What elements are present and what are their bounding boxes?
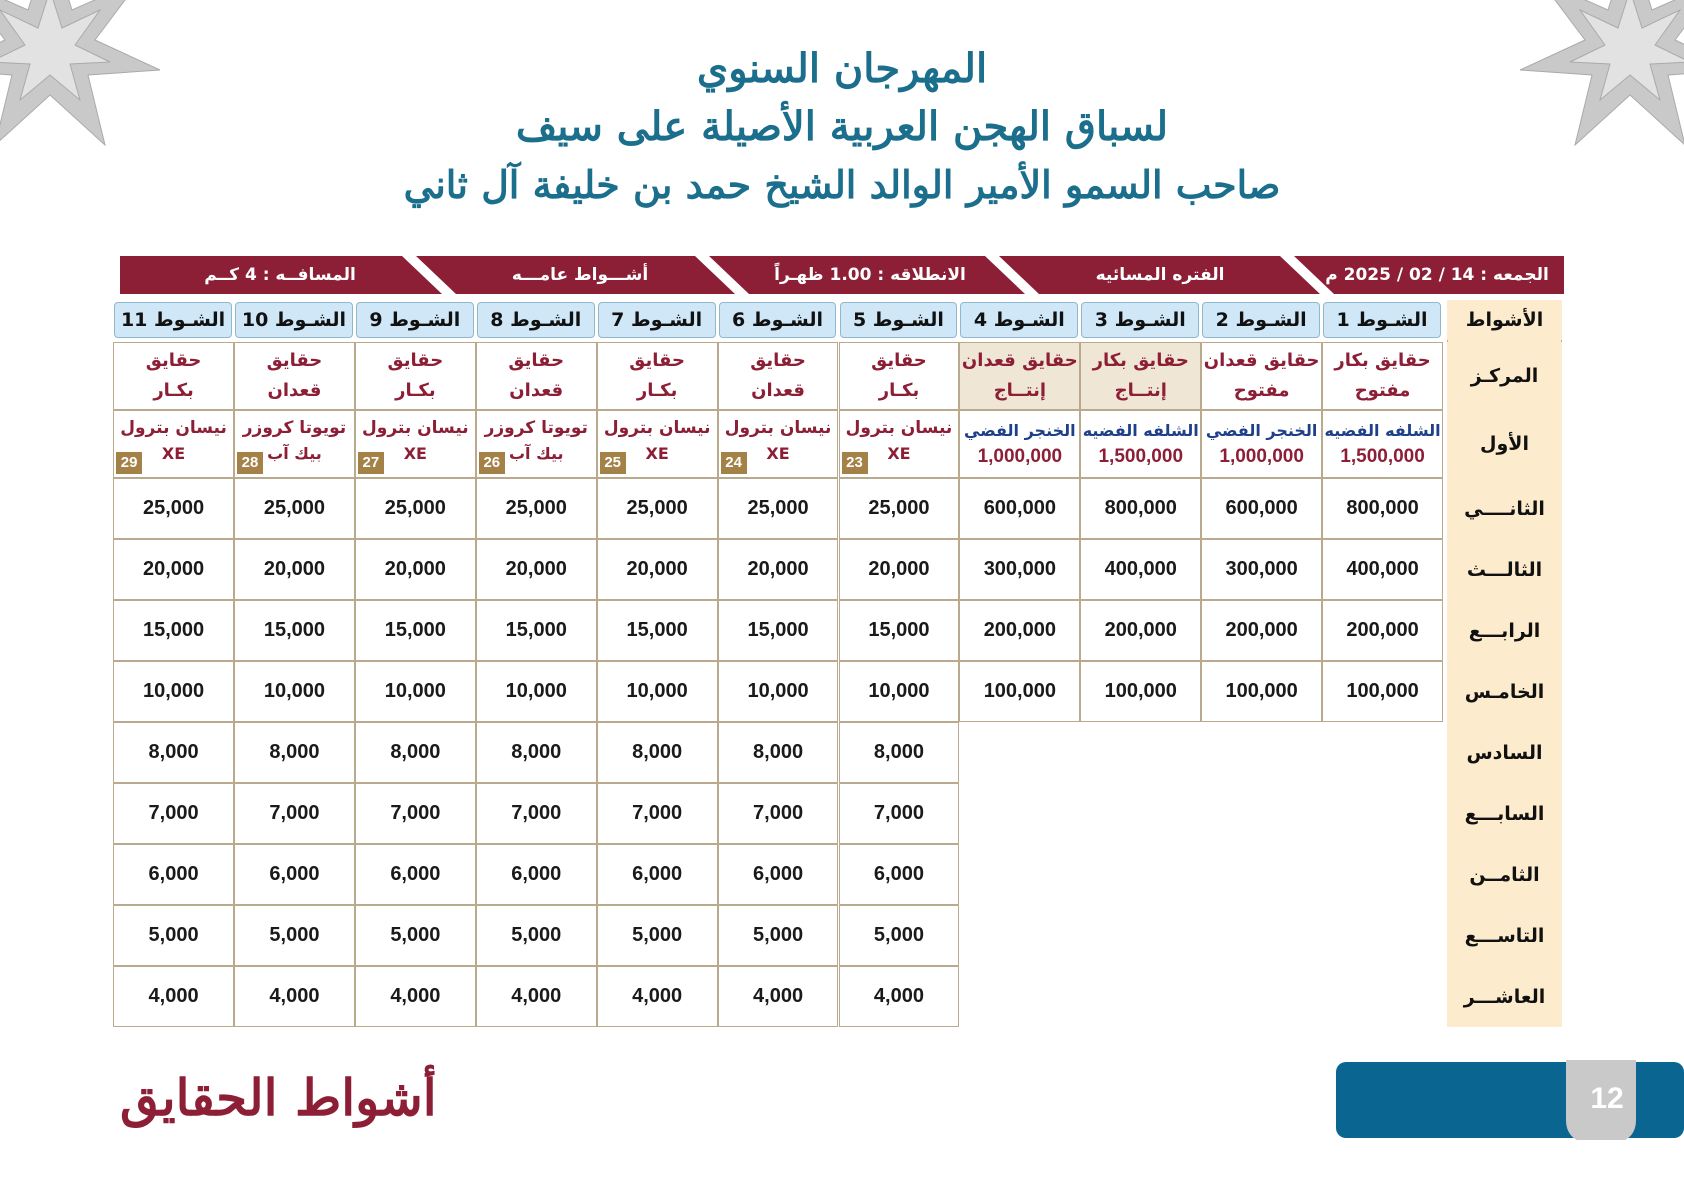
banner-distance: المسافــه : 4 كــم xyxy=(204,265,356,285)
banner-start-time: الانطلاقه : 1.00 ظهـراً xyxy=(774,265,966,285)
prize-amount: 7,000 xyxy=(718,783,839,844)
prize-amount: 7,000 xyxy=(113,783,234,844)
car-model: بيك آب xyxy=(508,444,564,463)
prize-amount: 25,000 xyxy=(355,478,476,539)
prize-amount: 15,000 xyxy=(234,600,355,661)
prize-amount: 20,000 xyxy=(234,539,355,600)
round-header: الشـوط 1 xyxy=(1323,302,1441,338)
prize-amount: 5,000 xyxy=(234,905,355,966)
prize-amount: 20,000 xyxy=(597,539,718,600)
prize-amount: 600,000 xyxy=(1201,478,1322,539)
center-type: حقايق xyxy=(871,350,927,371)
first-prize-car-cell xyxy=(476,410,597,478)
prize-amount: 5,000 xyxy=(839,905,960,966)
prize-amount: 5,000 xyxy=(718,905,839,966)
center-cell xyxy=(959,342,1080,410)
car-number-badge: 27 xyxy=(358,452,384,474)
prize-amount: 25,000 xyxy=(597,478,718,539)
car-number-badge: 28 xyxy=(237,452,263,474)
center-category: إنتــاج xyxy=(993,380,1046,401)
car-name: تويوتا كروزر xyxy=(242,418,347,438)
rounds-header-label: الأشواط xyxy=(1447,300,1562,340)
car-model: XE xyxy=(645,444,669,463)
center-category: إنتــاج xyxy=(1114,380,1167,401)
center-category: قعدان xyxy=(267,380,322,401)
prize-amount: 4,000 xyxy=(597,966,718,1027)
car-name: نيسان بترول xyxy=(845,418,953,438)
center-type: حقايق xyxy=(508,350,565,371)
car-number-badge: 29 xyxy=(116,452,142,474)
prize-amount: 8,000 xyxy=(234,722,355,783)
first-prize-trophy: الشلفه الفضيه xyxy=(1324,421,1441,440)
prize-amount: 100,000 xyxy=(959,661,1080,722)
car-number-badge: 23 xyxy=(842,452,868,474)
prize-amount: 600,000 xyxy=(959,478,1080,539)
prize-amount: 10,000 xyxy=(718,661,839,722)
place-label: الثامــن xyxy=(1447,844,1562,905)
first-prize-cell xyxy=(1201,410,1322,478)
prize-amount: 8,000 xyxy=(718,722,839,783)
prize-amount: 8,000 xyxy=(597,722,718,783)
prize-amount: 200,000 xyxy=(1322,600,1443,661)
prize-amount: 15,000 xyxy=(113,600,234,661)
banner-period: الفتره المسائيه xyxy=(1095,265,1225,285)
first-prize-car-cell xyxy=(839,410,960,478)
header-patron: صاحب السمو الأمير الوالد الشيخ حمد بن خليفة آل ثاني xyxy=(403,162,1281,207)
place-label: السادس xyxy=(1447,722,1562,783)
prize-amount: 6,000 xyxy=(597,844,718,905)
center-type: حقايق xyxy=(750,350,806,371)
center-type: حقايق بكار xyxy=(1092,350,1189,371)
prize-amount: 300,000 xyxy=(1201,539,1322,600)
prize-amount: 6,000 xyxy=(355,844,476,905)
car-name: نيسان بترول xyxy=(120,418,227,438)
center-cell xyxy=(718,342,839,410)
round-header: الشـوط 7 xyxy=(598,302,716,338)
car-number-badge: 25 xyxy=(600,452,626,474)
round-header: الشـوط 2 xyxy=(1202,302,1320,338)
center-type: حقايق بكار xyxy=(1334,350,1431,371)
prize-amount: 10,000 xyxy=(597,661,718,722)
prize-amount: 25,000 xyxy=(718,478,839,539)
first-prize-car-cell xyxy=(355,410,476,478)
prize-amount: 20,000 xyxy=(839,539,960,600)
car-number-badge: 26 xyxy=(479,452,505,474)
prize-amount: 15,000 xyxy=(597,600,718,661)
place-label: الرابـــع xyxy=(1447,600,1562,661)
round-header: الشـوط 6 xyxy=(719,302,837,338)
prize-amount: 7,000 xyxy=(597,783,718,844)
first-prize-cell xyxy=(1080,410,1201,478)
car-model: XE xyxy=(403,444,427,463)
center-cell xyxy=(234,342,355,410)
prize-amount: 20,000 xyxy=(355,539,476,600)
prize-amount: 200,000 xyxy=(959,600,1080,661)
prize-amount: 8,000 xyxy=(113,722,234,783)
prize-amount: 10,000 xyxy=(234,661,355,722)
round-header: الشـوط 11 xyxy=(114,302,232,338)
prize-amount: 20,000 xyxy=(718,539,839,600)
prize-amount: 200,000 xyxy=(1201,600,1322,661)
round-header: الشـوط 8 xyxy=(477,302,595,338)
place-label: التاســـع xyxy=(1447,905,1562,966)
prize-amount: 5,000 xyxy=(597,905,718,966)
center-cell xyxy=(355,342,476,410)
center-category: بكـار xyxy=(878,380,920,401)
center-category: بكـار xyxy=(153,380,194,401)
page-title: أشواط الحقايق xyxy=(120,1068,437,1127)
first-prize-value: 1,500,000 xyxy=(1098,446,1184,467)
car-model: XE xyxy=(161,444,186,463)
center-category: بكـار xyxy=(636,380,678,401)
first-prize-value: 1,000,000 xyxy=(977,446,1063,467)
prize-amount: 25,000 xyxy=(113,478,234,539)
prize-amount: 5,000 xyxy=(355,905,476,966)
round-header: الشـوط 3 xyxy=(1081,302,1199,338)
prize-amount: 20,000 xyxy=(476,539,597,600)
prize-amount: 6,000 xyxy=(113,844,234,905)
prize-amount: 10,000 xyxy=(839,661,960,722)
car-model: بيك آب xyxy=(267,444,322,463)
center-cell xyxy=(476,342,597,410)
prize-amount: 25,000 xyxy=(476,478,597,539)
prize-amount: 25,000 xyxy=(234,478,355,539)
prize-amount: 20,000 xyxy=(113,539,234,600)
center-category: قعدان xyxy=(509,380,564,401)
festival-header xyxy=(0,40,1684,214)
banner-race-type: أشـــواط عامـــه xyxy=(511,265,649,285)
prize-amount: 4,000 xyxy=(234,966,355,1027)
round-header: الشـوط 9 xyxy=(356,302,474,338)
center-type: حقايق قعدان xyxy=(961,350,1078,371)
car-model: XE xyxy=(887,444,911,463)
first-prize-car-cell xyxy=(718,410,839,478)
place-label: الثانــــي xyxy=(1447,478,1562,539)
first-prize-value: 1,500,000 xyxy=(1340,446,1425,467)
prize-amount: 15,000 xyxy=(355,600,476,661)
prize-amount: 8,000 xyxy=(839,722,960,783)
center-type: حقايق xyxy=(387,350,444,371)
center-type: حقايق xyxy=(145,350,202,371)
prize-amount: 100,000 xyxy=(1080,661,1201,722)
center-category: قعدان xyxy=(751,380,805,401)
prize-amount: 200,000 xyxy=(1080,600,1201,661)
header-subtitle: لسباق الهجن العربية الأصيلة على سيف xyxy=(515,103,1169,150)
page-number: 12 xyxy=(1590,1082,1624,1115)
prize-amount: 800,000 xyxy=(1080,478,1201,539)
car-model: XE xyxy=(766,444,790,463)
first-prize-trophy: الخنجر الفضي xyxy=(964,421,1076,440)
prize-amount: 4,000 xyxy=(839,966,960,1027)
banner-date: الجمعه : 14 / 02 / 2025 م xyxy=(1325,265,1549,285)
prize-amount: 5,000 xyxy=(476,905,597,966)
center-cell xyxy=(1322,342,1443,410)
center-type: حقايق قعدان xyxy=(1203,350,1320,371)
place-label: الثالـــث xyxy=(1447,539,1562,600)
prize-amount: 4,000 xyxy=(355,966,476,1027)
prize-amount: 4,000 xyxy=(718,966,839,1027)
center-cell xyxy=(839,342,960,410)
header-title: المهرجان السنوي xyxy=(696,45,988,92)
prize-amount: 400,000 xyxy=(1322,539,1443,600)
prize-amount: 6,000 xyxy=(718,844,839,905)
first-prize-cell xyxy=(1322,410,1443,478)
prize-amount: 10,000 xyxy=(355,661,476,722)
prize-amount: 8,000 xyxy=(476,722,597,783)
center-cell xyxy=(113,342,234,410)
prize-amount: 5,000 xyxy=(113,905,234,966)
prize-amount: 4,000 xyxy=(113,966,234,1027)
first-prize-trophy: الشلفه الفضيه xyxy=(1082,421,1199,440)
prize-amount: 6,000 xyxy=(234,844,355,905)
prize-amount: 7,000 xyxy=(839,783,960,844)
prize-amount: 100,000 xyxy=(1201,661,1322,722)
center-type: حقايق xyxy=(266,350,323,371)
prize-amount: 6,000 xyxy=(839,844,960,905)
round-header: الشـوط 5 xyxy=(840,302,958,338)
first-prize-car-cell xyxy=(597,410,718,478)
prize-amount: 7,000 xyxy=(234,783,355,844)
center-cell xyxy=(1080,342,1201,410)
first-prize-car-cell xyxy=(234,410,355,478)
place-label: السابـــع xyxy=(1447,783,1562,844)
prize-amount: 4,000 xyxy=(476,966,597,1027)
car-name: تويوتا كروزر xyxy=(484,418,588,438)
round-header: الشـوط 10 xyxy=(235,302,353,338)
first-prize-value: 1,000,000 xyxy=(1219,446,1304,467)
first-prize-cell xyxy=(959,410,1080,478)
prize-amount: 15,000 xyxy=(839,600,960,661)
prize-amount: 300,000 xyxy=(959,539,1080,600)
prize-amount: 10,000 xyxy=(113,661,234,722)
first-prize-car-cell xyxy=(113,410,234,478)
prize-amount: 8,000 xyxy=(355,722,476,783)
first-prize-trophy: الخنجر الفضي xyxy=(1205,421,1318,440)
center-type: حقايق xyxy=(629,350,685,371)
prize-amount: 7,000 xyxy=(476,783,597,844)
prize-amount: 25,000 xyxy=(839,478,960,539)
car-name: نيسان بترول xyxy=(603,418,711,438)
prize-amount: 10,000 xyxy=(476,661,597,722)
prize-amount: 15,000 xyxy=(718,600,839,661)
prize-amount: 800,000 xyxy=(1322,478,1443,539)
center-category: بكـار xyxy=(395,380,436,401)
place-label: الأول xyxy=(1447,410,1562,478)
center-cell xyxy=(597,342,718,410)
car-name: نيسان بترول xyxy=(724,418,832,438)
race-info-banner xyxy=(120,256,1564,294)
car-number-badge: 24 xyxy=(721,452,747,474)
center-category: مفتوح xyxy=(1233,380,1290,401)
place-label: الخامـس xyxy=(1447,661,1562,722)
prize-amount: 6,000 xyxy=(476,844,597,905)
center-category: مفتوح xyxy=(1354,380,1411,401)
place-label: العاشـــر xyxy=(1447,966,1562,1027)
prize-amount: 15,000 xyxy=(476,600,597,661)
round-header: الشـوط 4 xyxy=(960,302,1078,338)
center-label: المركـز xyxy=(1447,342,1562,410)
car-name: نيسان بترول xyxy=(362,418,469,438)
prize-amount: 7,000 xyxy=(355,783,476,844)
prize-table xyxy=(120,300,1564,1020)
prize-amount: 100,000 xyxy=(1322,661,1443,722)
center-cell xyxy=(1201,342,1322,410)
prize-amount: 400,000 xyxy=(1080,539,1201,600)
